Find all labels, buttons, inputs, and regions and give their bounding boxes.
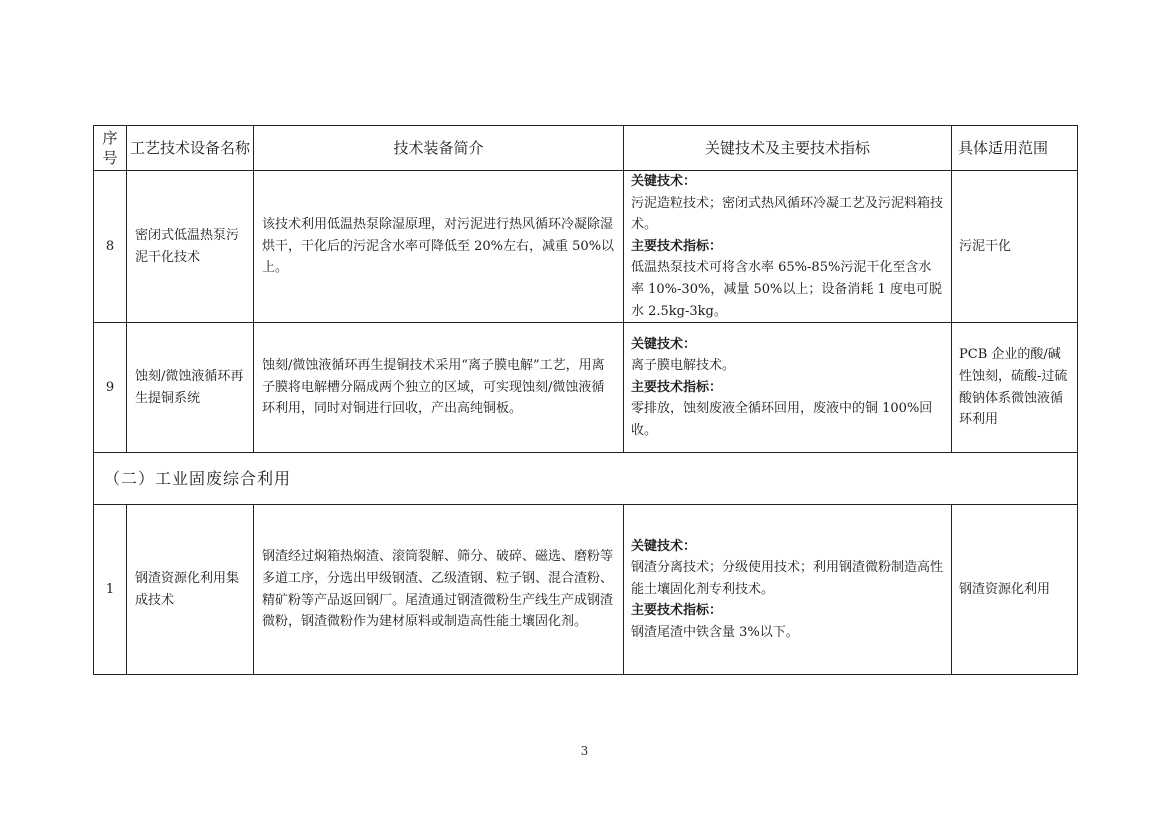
index-title: 主要技术指标： — [631, 379, 723, 395]
row-number: 8 — [94, 171, 127, 323]
index-text: 低温热泵技术可将含水率 65%-85%污泥干化至含水率 10%-30%，减量 50%以上；设备消耗 1 度电可脱水 2.5kg-3kg。 — [631, 260, 942, 319]
key-indicators — [624, 171, 952, 323]
key-indicators — [624, 505, 952, 675]
technology-name: 密闭式低温热泵污泥干化技术 — [127, 171, 254, 323]
table-row — [94, 323, 1078, 453]
index-title: 主要技术指标： — [631, 603, 723, 619]
header-no: 序号 — [94, 126, 127, 171]
technology-table — [93, 125, 1078, 675]
key-tech-text: 离子膜电解技术。 — [631, 358, 736, 374]
index-text: 零排放，蚀刻废液全循环回用，废液中的铜 100%回收。 — [631, 401, 933, 439]
index-title: 主要技术指标： — [631, 238, 723, 254]
header-name: 工艺技术设备名称 — [127, 126, 254, 171]
index-text: 钢渣尾渣中铁含量 3%以下。 — [631, 625, 799, 641]
page-number: 3 — [580, 744, 589, 758]
section-heading-row — [94, 453, 1078, 505]
application-scope: 钢渣资源化利用 — [952, 505, 1078, 675]
technology-intro: 该技术利用低温热泵除湿原理，对污泥进行热风循环冷凝除湿烘干，干化后的污泥含水率可降低至 20%左右，减重 50%以上。 — [254, 171, 624, 323]
key-tech-text: 钢渣分离技术；分级使用技术；利用钢渣微粉制造高性能土壤固化剂专利技术。 — [631, 560, 944, 597]
table-header-row — [94, 126, 1078, 171]
key-tech-title: 关键技术： — [631, 174, 697, 189]
key-tech-title: 关键技术： — [631, 336, 697, 352]
key-tech-text: 污泥造粒技术；密闭式热风循环冷凝工艺及污泥料箱技术。 — [631, 195, 944, 233]
key-tech-title: 关键技术： — [631, 538, 697, 554]
application-scope: PCB 企业的酸/碱性蚀刻，硫酸-过硫酸钠体系微蚀液循环利用 — [952, 323, 1078, 453]
technology-intro: 钢渣经过焖箱热焖渣、滚筒裂解、筛分、破碎、磁选、磨粉等多道工序，分选出甲级钢渣、乙级渣钢、粒子钢、混合渣粉、精矿粉等产品返回钢厂。尾渣通过钢渣微粉生产线生产成钢渣微粉，钢渣微粉作为建材原料或制造高性能土壤固化剂。 — [254, 505, 624, 675]
table-row — [94, 505, 1078, 675]
header-key: 关键技术及主要技术指标 — [624, 126, 952, 171]
technology-name: 蚀刻/微蚀液循环再生提铜系统 — [127, 323, 254, 453]
row-number: 1 — [94, 505, 127, 675]
row-number: 9 — [94, 323, 127, 453]
technology-name: 钢渣资源化利用集成技术 — [127, 505, 254, 675]
header-intro: 技术装备简介 — [254, 126, 624, 171]
header-scope: 具体适用范围 — [952, 126, 1078, 171]
key-indicators — [624, 323, 952, 453]
section-title: （二）工业固废综合利用 — [94, 453, 1078, 505]
technology-intro: 蚀刻/微蚀液循环再生提铜技术采用“离子膜电解”工艺，用离子膜将电解槽分隔成两个独立的区域，可实现蚀刻/微蚀液循环利用，同时对铜进行回收，产出高纯铜板。 — [254, 323, 624, 453]
table-row — [94, 171, 1078, 323]
application-scope: 污泥干化 — [952, 171, 1078, 323]
